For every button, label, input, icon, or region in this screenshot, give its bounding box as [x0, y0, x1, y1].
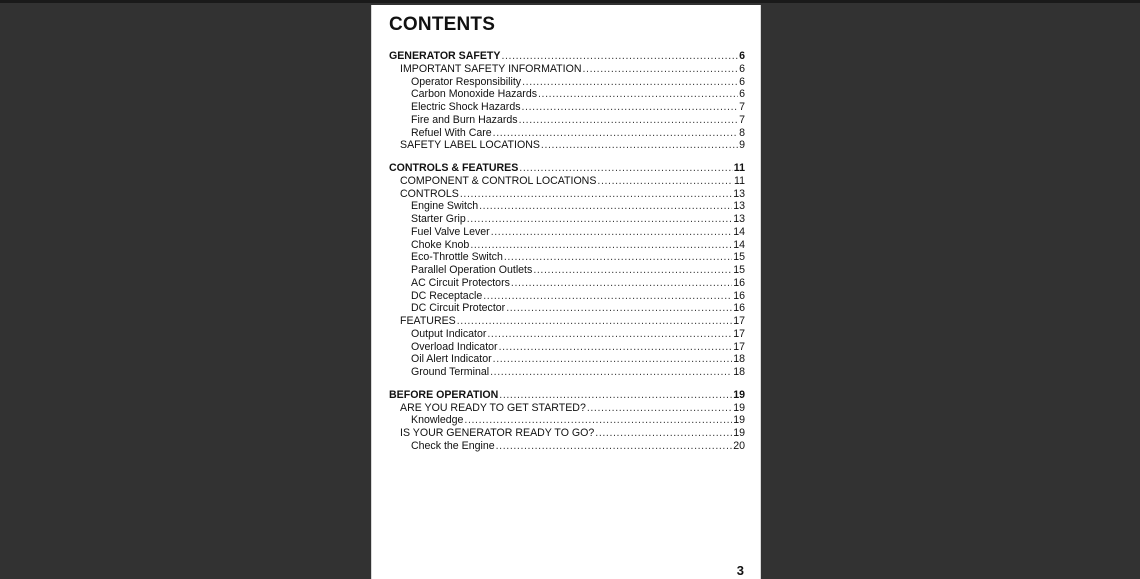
dot-leader: [541, 139, 738, 152]
toc-entry-label: SAFETY LABEL LOCATIONS: [400, 139, 540, 152]
toc-entry-page: 18: [733, 353, 745, 366]
toc-entry[interactable]: [389, 88, 745, 101]
toc-entry[interactable]: [389, 389, 745, 402]
toc-entry[interactable]: [389, 188, 745, 201]
table-of-contents: [389, 50, 745, 453]
toc-entry[interactable]: [389, 175, 745, 188]
toc-entry[interactable]: [389, 366, 745, 379]
toc-entry-label: Choke Knob: [411, 238, 470, 251]
toc-entry-label: DC Circuit Protector: [411, 302, 506, 315]
dot-leader: [522, 76, 738, 89]
dot-leader: [582, 63, 738, 76]
toc-entry-label: Electric Shock Hazards: [411, 101, 521, 113]
dot-leader: [490, 366, 732, 379]
dot-leader: [470, 239, 732, 252]
toc-entry[interactable]: [389, 290, 745, 303]
dot-leader: [457, 315, 732, 328]
toc-entry-label: Knowledge: [411, 414, 464, 427]
toc-entry-page: 15: [733, 264, 745, 276]
dot-leader: [522, 101, 739, 114]
dot-leader: [501, 50, 738, 63]
toc-entry-label: Carbon Monoxide Hazards: [411, 88, 538, 101]
toc-entry-page: 11: [733, 162, 745, 174]
toc-entry[interactable]: [389, 440, 745, 453]
dot-leader: [538, 88, 738, 101]
page-number: 3: [736, 563, 744, 578]
dot-leader: [595, 427, 732, 440]
dot-leader: [493, 127, 738, 140]
toc-entry[interactable]: [389, 162, 745, 175]
toc-entry[interactable]: [389, 76, 745, 89]
toc-entry[interactable]: [389, 127, 745, 140]
dot-leader: [533, 264, 732, 277]
dot-leader: [587, 402, 732, 415]
toc-entry-label: Refuel With Care: [411, 126, 492, 139]
toc-entry-page: 19: [733, 388, 745, 401]
toc-entry-page: 9: [739, 139, 745, 152]
toc-entry-page: 6: [739, 50, 745, 62]
toc-entry[interactable]: [389, 200, 745, 213]
toc-entry[interactable]: [389, 277, 745, 290]
toc-entry-page: 17: [733, 327, 745, 340]
toc-entry[interactable]: [389, 226, 745, 239]
toc-entry-label: Operator Responsibility: [411, 75, 522, 88]
toc-entry-page: 15: [733, 251, 745, 264]
toc-entry-page: 16: [733, 289, 745, 302]
toc-entry-page: 17: [733, 340, 745, 353]
toc-entry-label: Eco-Throttle Switch: [411, 251, 503, 264]
toc-entry-label: Overload Indicator: [411, 340, 498, 353]
toc-entry-label: Oil Alert Indicator: [411, 353, 492, 366]
dot-leader: [467, 213, 732, 226]
toc-entry-label: COMPONENT & CONTROL LOCATIONS: [400, 174, 597, 187]
toc-entry[interactable]: [389, 414, 745, 427]
toc-entry-label: AC Circuit Protectors: [411, 276, 510, 289]
toc-entry-page: 8: [739, 126, 745, 139]
toc-entry-label: Engine Switch: [411, 200, 479, 213]
toc-entry[interactable]: [389, 114, 745, 127]
toc-entry-label: CONTROLS: [400, 187, 459, 200]
dot-leader: [499, 389, 732, 402]
toc-entry-label: Fire and Burn Hazards: [411, 113, 518, 126]
toc-entry-page: 6: [739, 88, 745, 101]
toc-entry-page: 6: [739, 62, 745, 75]
toc-entry[interactable]: [389, 402, 745, 415]
toc-entry-page: 19: [733, 414, 745, 427]
toc-entry-label: Ground Terminal: [411, 366, 490, 378]
page-title: CONTENTS: [389, 14, 496, 35]
dot-leader: [479, 200, 732, 213]
toc-entry-label: CONTROLS & FEATURES: [389, 162, 519, 174]
toc-entry-page: 11: [734, 174, 745, 187]
dot-leader: [496, 440, 733, 453]
toc-entry-page: 13: [733, 200, 745, 213]
dot-leader: [499, 341, 733, 354]
toc-entry-page: 13: [733, 187, 745, 200]
dot-leader: [511, 277, 732, 290]
dot-leader: [519, 114, 739, 127]
toc-entry[interactable]: [389, 63, 745, 76]
toc-entry[interactable]: [389, 302, 745, 315]
toc-entry-page: 14: [733, 238, 745, 251]
toc-entry-label: Fuel Valve Lever: [411, 225, 490, 238]
dot-leader: [493, 353, 733, 366]
toc-entry-page: 19: [733, 427, 745, 439]
dot-leader: [504, 251, 732, 264]
toc-entry[interactable]: [389, 139, 745, 152]
toc-entry[interactable]: [389, 264, 745, 277]
toc-entry[interactable]: [389, 328, 745, 341]
toc-entry-label: GENERATOR SAFETY: [389, 50, 501, 62]
toc-entry-label: Starter Grip: [411, 213, 466, 225]
toc-entry-page: 17: [733, 315, 745, 327]
toc-entry-page: 16: [733, 276, 745, 289]
toc-entry[interactable]: [389, 101, 745, 114]
toc-entry[interactable]: [389, 251, 745, 264]
toc-entry-page: 18: [733, 366, 745, 378]
toc-entry-label: Output Indicator: [411, 327, 487, 340]
toc-entry-page: 16: [733, 302, 745, 315]
toc-entry[interactable]: [389, 353, 745, 366]
toc-entry-label: BEFORE OPERATION: [389, 388, 499, 401]
dot-leader: [597, 175, 733, 188]
toc-entry-page: 13: [733, 213, 745, 225]
dot-leader: [464, 414, 732, 427]
dot-leader: [506, 302, 732, 315]
dot-leader: [460, 188, 732, 201]
dot-leader: [491, 226, 732, 239]
toc-entry-page: 19: [733, 401, 745, 414]
toc-entry[interactable]: [389, 213, 745, 226]
toc-entry-label: IMPORTANT SAFETY INFORMATION: [400, 62, 582, 75]
toc-entry-label: IS YOUR GENERATOR READY TO GO?: [400, 427, 595, 439]
dot-leader: [483, 290, 732, 303]
document-page: [371, 5, 761, 579]
toc-entry[interactable]: [389, 341, 745, 354]
dot-leader: [487, 328, 732, 341]
toc-entry-label: FEATURES: [400, 315, 456, 327]
toc-entry-page: 7: [739, 101, 745, 113]
toc-entry[interactable]: [389, 239, 745, 252]
toc-entry-label: Check the Engine: [411, 439, 495, 452]
toc-entry[interactable]: [389, 315, 745, 328]
toc-entry-page: 6: [739, 75, 745, 88]
toc-entry-label: DC Receptacle: [411, 289, 483, 302]
toc-entry-page: 14: [733, 225, 745, 238]
toc-entry-page: 20: [733, 439, 745, 452]
toc-entry-page: 7: [739, 113, 745, 126]
viewer-top-border: [0, 0, 1140, 3]
dot-leader: [519, 162, 733, 175]
toc-entry-label: ARE YOU READY TO GET STARTED?: [400, 401, 586, 414]
toc-entry[interactable]: [389, 50, 745, 63]
toc-entry[interactable]: [389, 427, 745, 440]
toc-entry-label: Parallel Operation Outlets: [411, 264, 533, 276]
